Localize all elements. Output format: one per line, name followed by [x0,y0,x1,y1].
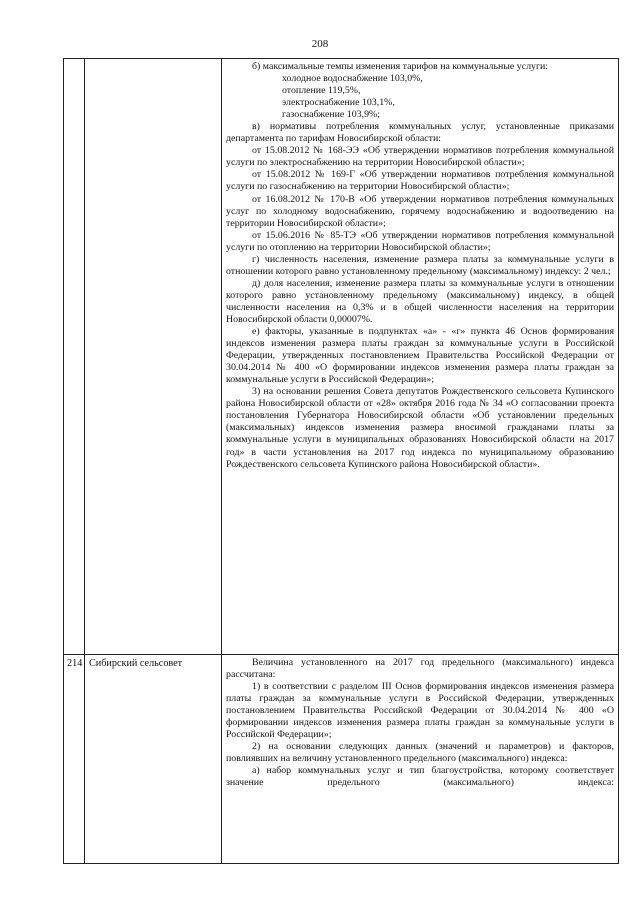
document-table [63,58,619,864]
paragraph: холодное водоснабжение 103,0%, [282,73,423,85]
paragraph: 2) на основании следующих данных (значений и параметров) и факторов, повлиявших на величину установленного предельного (максимального) индекса: [226,741,614,765]
paragraph: от 15.08.2012 № 169-Г «Об утверждении нормативов потребления коммунальной услуги по газоснабжению на территории Новосибирской области»; [226,169,614,193]
paragraph: от 16.08.2012 № 170-В «Об утверждении нормативов потребления коммунальных услуг по холодному водоснабжению, горячему водоснабжению и водоотведению на территории Новосибирской области»; [226,193,614,229]
paragraph: электроснабжение 103,1%, [282,97,395,109]
row-number-cell [64,59,85,655]
row-content-cell [222,59,619,655]
paragraph: 1) в соответствии с разделом III Основ формирования индексов изменения размера платы граждан за коммунальные услуги в Российской Федерации, утвержденных постановлением Правительства Российской Федерации от 30.04.2014 № 400 «О формировании индексов изменения размера платы граждан за коммунальные услуги в Российской Федерации»; [226,681,614,741]
paragraph: д) доля населения, изменение размера платы за коммунальные услуги в отношении которого равно установленному предельному (максимальному) индексу, в общей численности населения на 0,3% и в общей численности населения на территории Новосибирской области 0,00007%. [226,277,614,325]
paragraph: е) факторы, указанные в подпунктах «а» - «г» пункта 46 Основ формирования индексов изменения размера платы граждан за коммунальные услуги в Российской Федерации, утвержденных постановлением Правительства Российской Федерации от 30.04.2014 № 400 «О формировании индексов изменения размера платы граждан за коммунальные услуги в Российской Федерации»; [226,326,614,386]
paragraph: в) нормативы потребления коммунальных услуг, установленные приказами департамента по тарифам Новосибирской области: [226,121,614,145]
row-number-cell: 214 [64,655,85,864]
table-row [64,59,619,655]
paragraph: г) численность населения, изменение размера платы за коммунальные услуги в отношении которого равно установленному предельному (максимальному) индексу: 2 чел.; [226,253,614,277]
paragraph: отопление 119,5%, [282,85,361,97]
municipality-name-cell: Сибирский сельсовет [85,655,222,864]
municipality-name-cell [85,59,222,655]
row-content-cell [222,655,619,864]
table-row [64,655,619,864]
paragraph: 3) на основании решения Совета депутатов Рождественского сельсовета Купинского района Новосибирской области от «28» октября 2016 года № 34 «О согласовании проекта постановления Губернатора Новосибирской области «Об установлении предельных (максимальных) индексов изменения размера вносимой гражданами платы за коммунальные услуги в муниципальных образованиях Новосибирской области на 2017 год» в части установления на 2017 год индекса по муниципальному образованию Рождественского сельсовета Купинского района Новосибирской области». [226,386,614,470]
paragraph: от 15.08.2012 № 168-ЭЭ «Об утверждении нормативов потребления коммунальной услуги по электроснабжению на территории Новосибирской области»; [226,145,614,169]
paragraph: газоснабжение 103,9%; [282,109,380,121]
paragraph: Величина установленного на 2017 год предельного (максимального) индекса рассчитана: [226,657,614,681]
paragraph: от 15.06.2016 № 85-ТЭ «Об утверждении нормативов потребления коммунальной услуги по отоплению на территории Новосибирской области»; [226,229,614,253]
page-number: 208 [311,38,329,50]
paragraph: а) набор коммунальных услуг и тип благоустройства, которому соответствует значение предельного (максимального) индекса: [226,765,614,789]
paragraph: б) максимальные темпы изменения тарифов на коммунальные услуги: [252,61,549,72]
